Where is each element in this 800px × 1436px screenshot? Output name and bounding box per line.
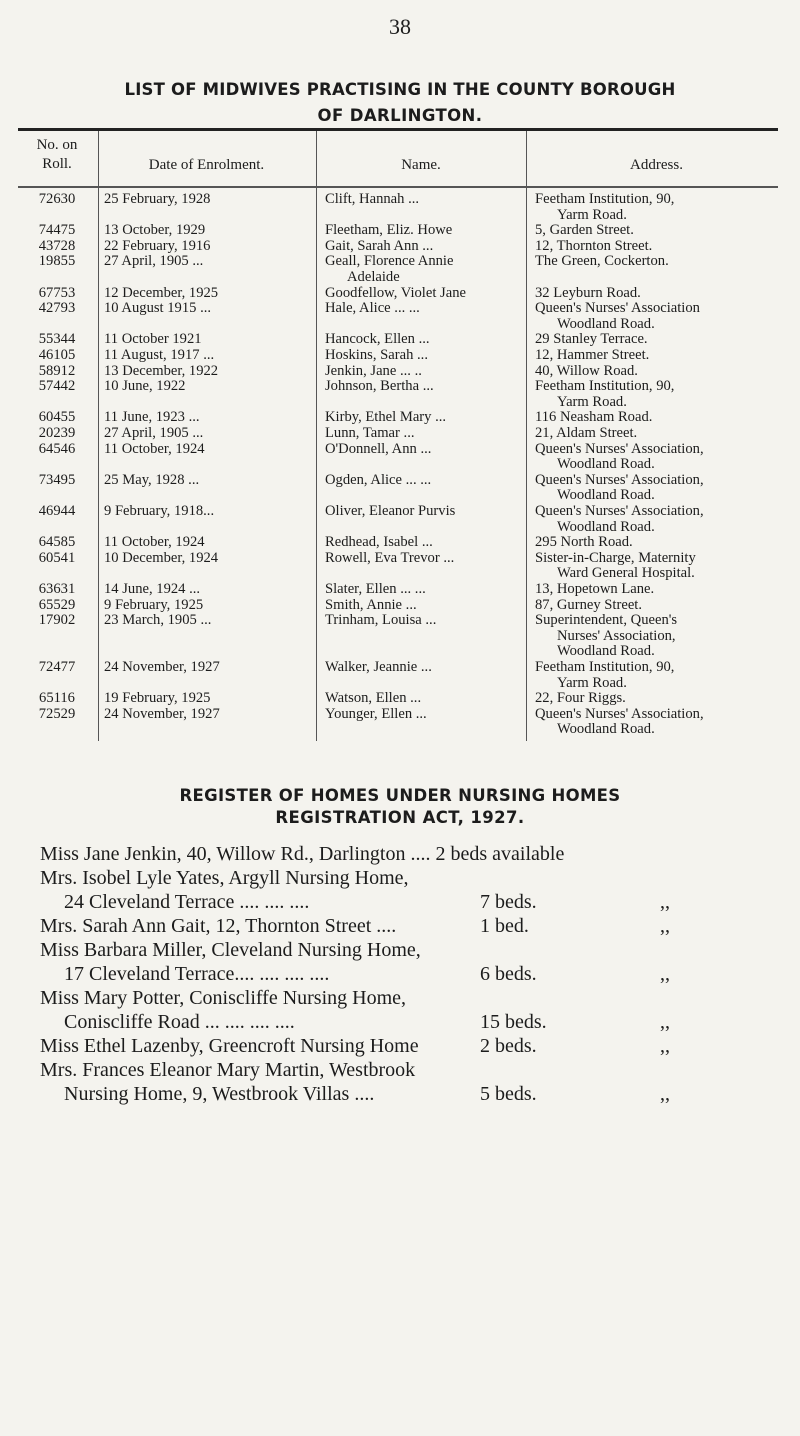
list-title: LIST OF MIDWIVES PRACTISING IN THE COUNTY BOROUGH — [124, 80, 676, 99]
table-top-rule — [18, 128, 778, 131]
enrolment-date: 25 February, 1928 — [104, 191, 211, 207]
address-line: 295 North Road. — [535, 534, 633, 551]
home-entry-potter: Miss Mary Potter, Coniscliffe Nursing Home, — [40, 987, 407, 1009]
midwife-name — [325, 442, 517, 458]
address-line: 21, Aldam Street. — [535, 425, 638, 441]
roll-number: 46105 — [38, 347, 76, 363]
home-entry-miller: Miss Barbara Miller, Cleveland Nursing Home, — [40, 939, 421, 961]
address-line: 29 Stanley Terrace. — [535, 331, 648, 348]
roll-number: 63631 — [38, 581, 76, 597]
roll-number: 55344 — [38, 331, 76, 348]
address — [535, 660, 778, 691]
address — [535, 286, 778, 302]
roll-number: 65116 — [39, 690, 75, 707]
ditto-mark: ,, — [660, 963, 670, 985]
name-line: Watson, Ellen ... — [325, 690, 422, 707]
roll-number: 65529 — [38, 596, 76, 613]
address-line: Superintendent, Queen's — [535, 612, 678, 629]
page-number: 38 — [389, 14, 411, 39]
midwife-name — [325, 254, 517, 285]
enrolment-date: 11 August, 1917 ... — [104, 347, 215, 363]
midwife-name — [325, 379, 517, 395]
enrolment-date: 13 December, 1922 — [104, 362, 219, 379]
address-line: 116 Neasham Road. — [535, 409, 653, 426]
address — [535, 364, 778, 380]
home-address-martin: Nursing Home, 9, Westbrook Villas .... — [64, 1083, 375, 1105]
roll-number: 73495 — [38, 471, 76, 488]
enrolment-date: 27 April, 1905 ... — [104, 425, 204, 441]
enrolment-date: 24 November, 1927 — [104, 659, 220, 675]
name-line: O'Donnell, Ann ... — [325, 440, 432, 457]
address — [535, 442, 778, 473]
enrolment-date: 27 April, 1905 ... — [104, 253, 204, 270]
column-divider-roll — [98, 131, 99, 741]
column-divider-name — [526, 131, 527, 741]
name-line: Smith, Annie ... — [325, 596, 417, 613]
header-roll-line1: No. on — [36, 137, 78, 153]
address-line: Woodland Road. — [557, 721, 655, 738]
enrolment-date: 11 October, 1924 — [104, 534, 205, 551]
address — [535, 223, 778, 239]
register-title-act: REGISTRATION ACT, 1927. — [275, 808, 525, 827]
name-line: Clift, Hannah ... — [325, 191, 420, 207]
home-entry-lazenby: Miss Ethel Lazenby, Greencroft Nursing Home — [40, 1035, 419, 1057]
ditto-mark: ,, — [660, 1011, 670, 1033]
enrolment-date: 11 October 1921 — [104, 331, 202, 348]
name-line: Jenkin, Jane ... .. — [325, 362, 422, 379]
ditto-mark: ,, — [660, 1035, 670, 1057]
beds-potter: 15 beds. — [480, 1011, 547, 1033]
midwife-name — [325, 473, 517, 489]
home-entry-jenkin: Miss Jane Jenkin, 40, Willow Rd., Darlington .... 2 beds available — [40, 843, 565, 865]
name-line: Adelaide — [347, 268, 400, 285]
home-entry-martin: Mrs. Frances Eleanor Mary Martin, Westbrook — [40, 1059, 416, 1081]
enrolment-date: 22 February, 1916 — [104, 237, 211, 254]
midwife-name — [325, 348, 517, 364]
midwife-name — [325, 551, 517, 567]
ditto-mark: ,, — [660, 915, 670, 937]
name-line: Hancock, Ellen ... — [325, 331, 430, 348]
midwife-name — [325, 223, 517, 239]
roll-number: 74475 — [38, 222, 76, 239]
enrolment-date: 11 June, 1923 ... — [104, 409, 200, 426]
roll-number: 43728 — [38, 237, 76, 254]
midwife-name — [325, 582, 517, 598]
address — [535, 598, 778, 614]
address — [535, 301, 778, 332]
roll-number: 42793 — [38, 300, 76, 317]
name-line: Fleetham, Eliz. Howe — [325, 222, 453, 239]
address — [535, 504, 778, 535]
beds-gait: 1 bed. — [480, 915, 529, 937]
address-line: Ward General Hospital. — [557, 565, 695, 582]
enrolment-date: 9 February, 1925 — [104, 596, 204, 613]
name-line: Younger, Ellen ... — [325, 705, 427, 722]
roll-number: 72477 — [38, 659, 76, 675]
midwife-name — [325, 239, 517, 255]
roll-number: 20239 — [38, 425, 76, 441]
name-line: Gait, Sarah Ann ... — [325, 237, 434, 254]
roll-number: 57442 — [38, 378, 76, 395]
home-entry-yates: Mrs. Isobel Lyle Yates, Argyll Nursing Home, — [40, 867, 409, 889]
enrolment-date: 10 December, 1924 — [104, 549, 219, 566]
enrolment-date: 10 August 1915 ... — [104, 300, 212, 317]
address-line: 13, Hopetown Lane. — [535, 581, 655, 597]
roll-number: 72529 — [38, 705, 76, 722]
address — [535, 426, 778, 442]
address-line: Queen's Nurses' Association, — [535, 440, 704, 457]
name-line: Hoskins, Sarah ... — [325, 347, 428, 363]
name-line: Rowell, Eva Trevor ... — [325, 549, 455, 566]
roll-number: 17902 — [38, 612, 76, 629]
address-line: Queen's Nurses' Association, — [535, 705, 704, 722]
address — [535, 473, 778, 504]
name-line: Hale, Alice ... ... — [325, 300, 420, 317]
address-line: Woodland Road. — [557, 643, 655, 660]
ditto-mark: ,, — [660, 891, 670, 913]
register-title: REGISTER OF HOMES UNDER NURSING HOMES — [179, 786, 621, 805]
beds-yates: 7 beds. — [480, 891, 537, 913]
name-line: Geall, Florence Annie — [325, 253, 454, 270]
address-line: Feetham Institution, 90, — [535, 191, 675, 207]
midwife-name — [325, 364, 517, 380]
home-address-miller: 17 Cleveland Terrace.... .... .... .... — [64, 963, 330, 985]
address-line: Yarm Road. — [557, 206, 627, 223]
midwife-name — [325, 301, 517, 317]
ditto-mark: ,, — [660, 1083, 670, 1105]
address — [535, 691, 778, 707]
address-line: Queen's Nurses' Association, — [535, 471, 704, 488]
address-line: 5, Garden Street. — [535, 222, 634, 239]
address-line: 87, Gurney Street. — [535, 596, 642, 613]
roll-number: 64585 — [38, 534, 76, 551]
name-line: Oliver, Eleanor Purvis — [325, 503, 456, 519]
name-line: Trinham, Louisa ... — [325, 612, 437, 629]
name-line: Redhead, Isabel ... — [325, 534, 433, 551]
home-address-potter: Coniscliffe Road ... .... .... .... — [64, 1011, 295, 1033]
home-address-yates: 24 Cleveland Terrace .... .... .... — [64, 891, 310, 913]
midwife-name — [325, 598, 517, 614]
enrolment-date: 13 October, 1929 — [104, 222, 206, 239]
midwife-name — [325, 286, 517, 302]
address-line: Queen's Nurses' Association — [535, 300, 700, 317]
enrolment-date: 14 June, 1924 ... — [104, 581, 201, 597]
midwife-name — [325, 410, 517, 426]
roll-number: 72630 — [38, 191, 76, 207]
address-line: 32 Leyburn Road. — [535, 284, 641, 301]
header-roll — [22, 136, 92, 174]
home-entry-gait: Mrs. Sarah Ann Gait, 12, Thornton Street .... — [40, 915, 397, 937]
address — [535, 535, 778, 551]
enrolment-date: 19 February, 1925 — [104, 690, 211, 707]
address-line: The Green, Cockerton. — [535, 253, 669, 270]
address — [535, 192, 778, 223]
address — [535, 239, 778, 255]
address-line: Woodland Road. — [557, 518, 655, 535]
address — [535, 551, 778, 582]
midwife-name — [325, 660, 517, 676]
beds-lazenby: 2 beds. — [480, 1035, 537, 1057]
address-line: Feetham Institution, 90, — [535, 659, 675, 675]
list-title-borough: OF DARLINGTON. — [317, 106, 483, 125]
name-line: Ogden, Alice ... ... — [325, 471, 432, 488]
roll-number: 67753 — [38, 284, 76, 301]
address-line: Nurses' Association, — [557, 627, 676, 644]
address-line: Queen's Nurses' Association, — [535, 503, 704, 519]
enrolment-date: 11 October, 1924 — [104, 440, 205, 457]
midwife-name — [325, 426, 517, 442]
midwife-name — [325, 192, 517, 208]
address-line: Feetham Institution, 90, — [535, 378, 675, 395]
header-address: Address. — [630, 157, 683, 173]
address — [535, 707, 778, 738]
enrolment-date: 9 February, 1918... — [104, 503, 215, 519]
header-rule — [18, 186, 778, 188]
name-line: Walker, Jeannie ... — [325, 659, 432, 675]
midwife-name — [325, 707, 517, 723]
midwife-name — [325, 613, 517, 629]
roll-number: 60541 — [38, 549, 76, 566]
enrolment-date: 24 November, 1927 — [104, 705, 220, 722]
roll-number: 58912 — [38, 362, 76, 379]
address — [535, 348, 778, 364]
enrolment-date: 12 December, 1925 — [104, 284, 219, 301]
column-divider-date — [316, 131, 317, 741]
beds-miller: 6 beds. — [480, 963, 537, 985]
midwife-name — [325, 332, 517, 348]
address-line: Woodland Road. — [557, 315, 655, 332]
address — [535, 379, 778, 410]
address — [535, 254, 778, 270]
name-line: Slater, Ellen ... ... — [325, 581, 426, 597]
beds-martin: 5 beds. — [480, 1083, 537, 1105]
address — [535, 410, 778, 426]
address-line: 12, Thornton Street. — [535, 237, 653, 254]
address — [535, 613, 778, 660]
address — [535, 582, 778, 598]
roll-number: 64546 — [38, 440, 76, 457]
header-name: Name. — [401, 157, 441, 173]
roll-number: 46944 — [38, 503, 76, 519]
name-line: Kirby, Ethel Mary ... — [325, 409, 447, 426]
enrolment-date: 10 June, 1922 — [104, 378, 186, 395]
name-line: Goodfellow, Violet Jane — [325, 284, 466, 301]
address-line: Woodland Road. — [557, 456, 655, 473]
header-roll-line2: Roll. — [42, 156, 72, 172]
address-line: 22, Four Riggs. — [535, 690, 626, 707]
address-line: 12, Hammer Street. — [535, 347, 650, 363]
address-line: Yarm Road. — [557, 674, 627, 691]
address — [535, 332, 778, 348]
address-line: Yarm Road. — [557, 393, 627, 410]
address-line: Sister-in-Charge, Maternity — [535, 549, 696, 566]
roll-number: 60455 — [38, 409, 76, 426]
midwife-name — [325, 535, 517, 551]
address-line: 40, Willow Road. — [535, 362, 638, 379]
enrolment-date: 23 March, 1905 ... — [104, 612, 212, 629]
header-date: Date of Enrolment. — [148, 157, 265, 173]
address-line: Woodland Road. — [557, 487, 655, 504]
midwife-name — [325, 691, 517, 707]
name-line: Johnson, Bertha ... — [325, 378, 434, 395]
midwife-name — [325, 504, 517, 520]
name-line: Lunn, Tamar ... — [325, 425, 415, 441]
enrolment-date: 25 May, 1928 ... — [104, 471, 200, 488]
roll-number: 19855 — [38, 253, 76, 270]
